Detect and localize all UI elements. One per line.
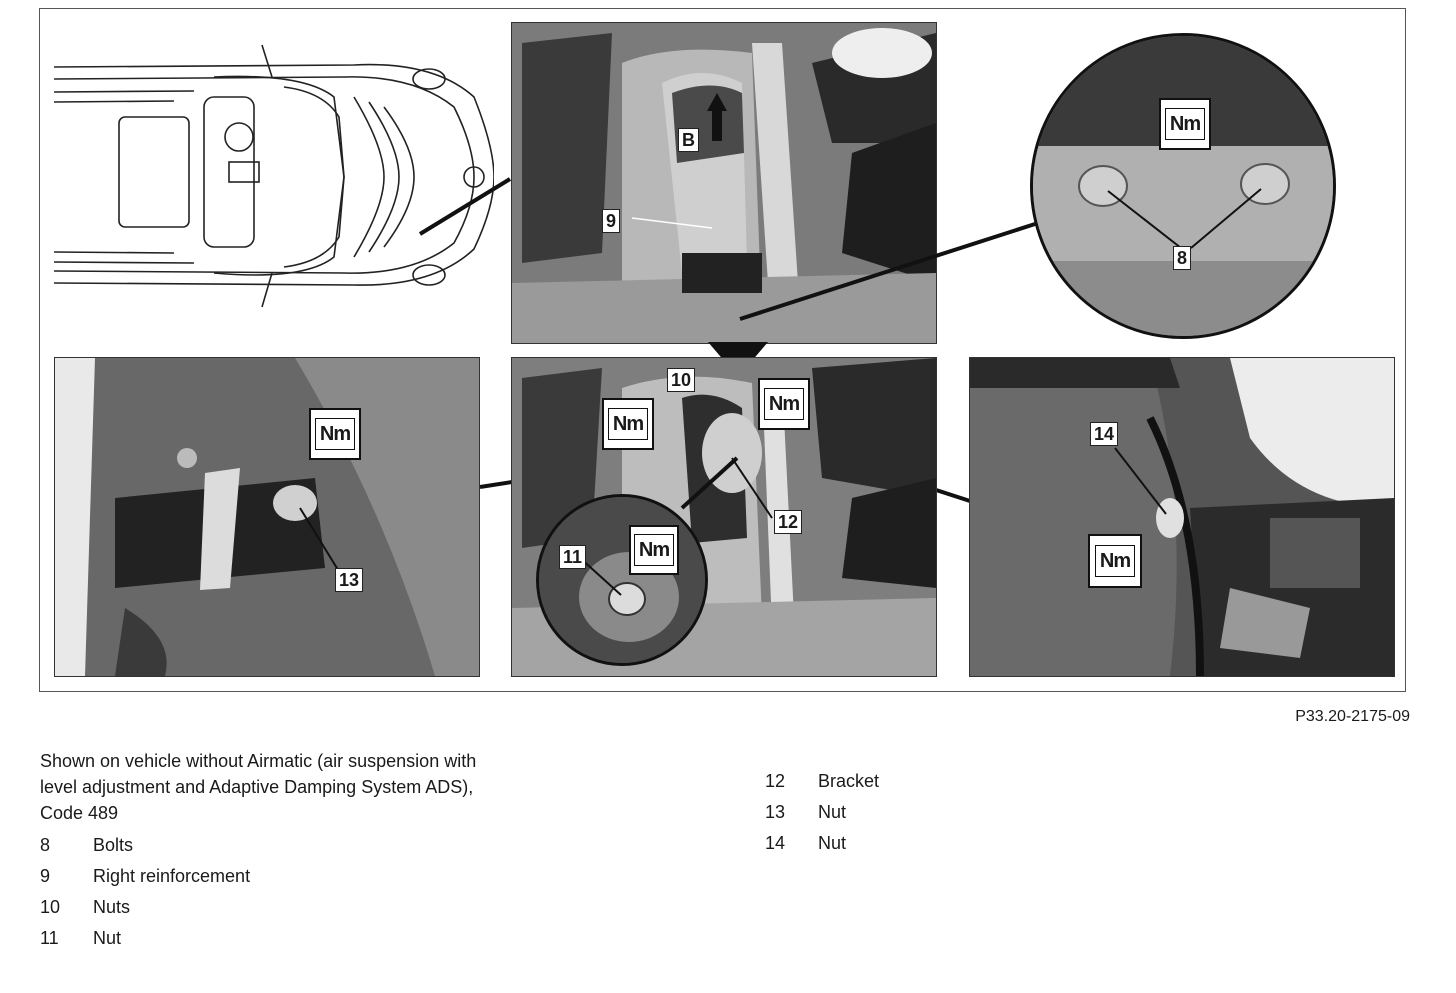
torque-symbol: Nm <box>1088 534 1142 588</box>
torque-symbol: Nm <box>758 378 810 430</box>
legend-number: 11 <box>40 928 59 948</box>
legend-number: 14 <box>765 833 786 853</box>
torque-symbol: Nm <box>629 525 679 575</box>
caption-line: level adjustment and Adaptive Damping System ADS), <box>40 777 474 797</box>
callout-14: 14 <box>1090 422 1118 446</box>
legend-item <box>40 923 250 954</box>
callout-11: 11 <box>559 545 586 569</box>
legend-label: Bracket <box>818 771 880 791</box>
legend-label: Right reinforcement <box>93 866 251 886</box>
figure-frame <box>39 8 1406 692</box>
legend-label: Nut <box>818 833 847 853</box>
legend-number: 8 <box>40 835 51 855</box>
photo-nut-13 <box>54 357 480 677</box>
legend-number: 9 <box>40 866 51 886</box>
legend-item <box>40 830 250 861</box>
torque-symbol: Nm <box>602 398 654 450</box>
legend-item <box>40 861 250 892</box>
photo-bracket-12 <box>511 357 937 677</box>
legend-number: 10 <box>40 897 61 917</box>
legend-left <box>40 830 250 954</box>
torque-symbol: Nm <box>1159 98 1211 150</box>
legend-label: Nuts <box>93 897 131 917</box>
torque-symbol: Nm <box>309 408 361 460</box>
legend-item <box>765 797 879 828</box>
photo-nut-14 <box>969 357 1395 677</box>
callout-b: B <box>678 128 699 152</box>
caption-line: Shown on vehicle without Airmatic (air suspension with <box>40 751 477 771</box>
legend-right <box>765 766 879 859</box>
legend-label: Nut <box>93 928 122 948</box>
figure-code: P33.20-2175-09 <box>1295 708 1410 725</box>
legend-label: Nut <box>818 802 847 822</box>
detail-nut-11-circle <box>536 494 708 666</box>
legend-item <box>40 892 250 923</box>
legend-label: Bolts <box>93 835 134 855</box>
callout-9: 9 <box>602 209 620 233</box>
callout-13: 13 <box>335 568 363 592</box>
legend-number: 13 <box>765 802 786 822</box>
legend-item <box>765 766 879 797</box>
legend-item <box>765 828 879 859</box>
legend-number: 12 <box>765 771 786 791</box>
callout-12: 12 <box>774 510 802 534</box>
figure-caption <box>40 748 540 826</box>
callout-8: 8 <box>1173 246 1191 270</box>
caption-line: Code 489 <box>40 803 119 823</box>
callout-10: 10 <box>667 368 695 392</box>
